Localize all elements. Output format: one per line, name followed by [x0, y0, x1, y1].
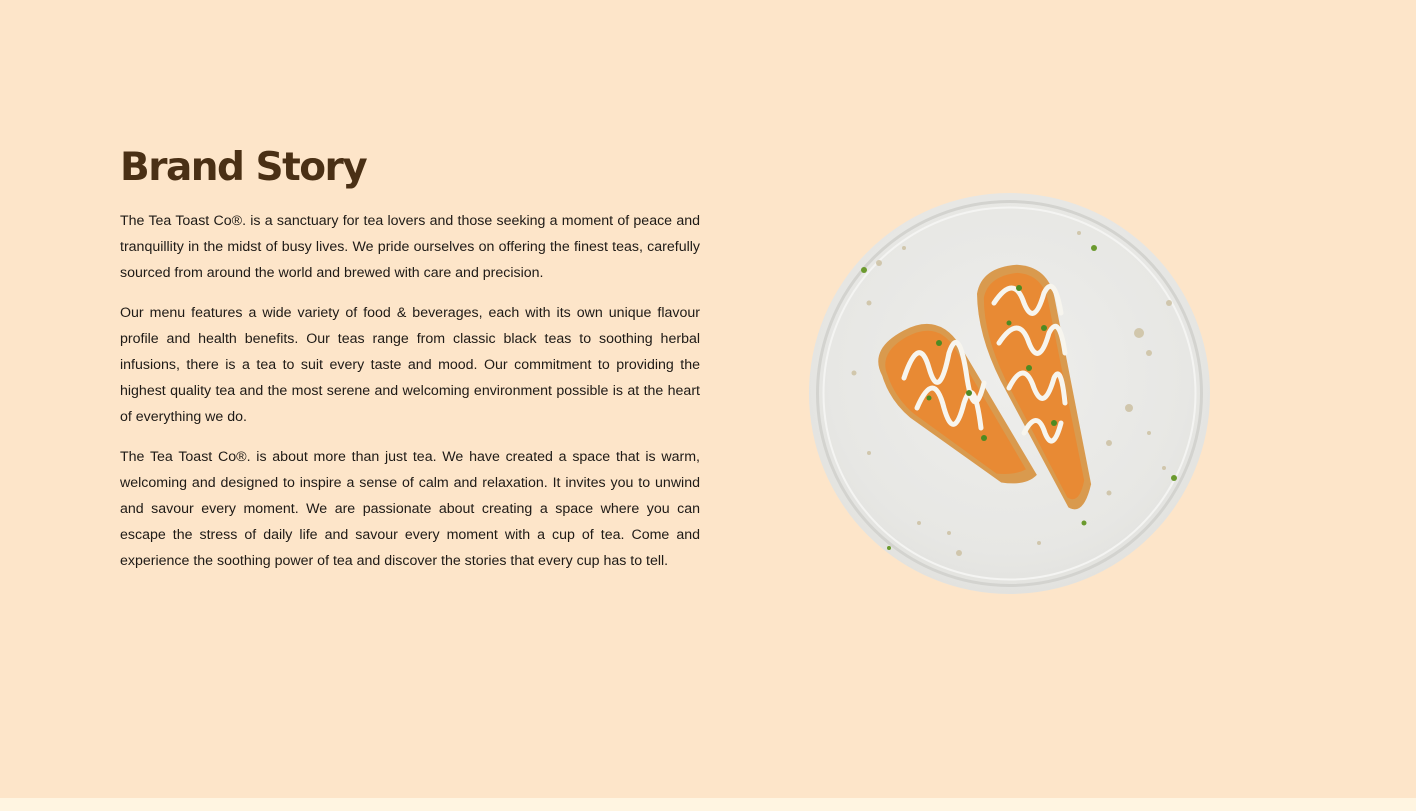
brand-story-text-column	[120, 142, 700, 588]
heart-toast-plate-image	[809, 193, 1210, 594]
next-section-edge	[0, 798, 1416, 811]
story-paragraph-2: Our menu features a wide variety of food & beverages, each with its own unique flavour profile and health benefits. Our teas range from classic black teas to soothing herbal infusions, there is a tea to suit every taste and mood. Our commitment to providing the highest quality tea and the most serene and welcoming environment possible is at the heart of everything we do.	[120, 305, 700, 425]
story-paragraph-3: The Tea Toast Co®. is about more than just tea. We have created a space that is warm, welcoming and designed to inspire a sense of calm and relaxation. It invites you to unwind and savour every moment. We are passionate about creating a space where you can escape the stress of daily life and savour every moment with a cup of tea. Come and experience the soothing power of tea and discover the stories that every cup has to tell.	[120, 449, 700, 569]
plate-illustration	[809, 193, 1210, 594]
story-paragraph-1: The Tea Toast Co®. is a sanctuary for tea lovers and those seeking a moment of peace and tranquillity in the midst of busy lives. We pride ourselves on offering the finest teas, carefully sourced from around the world and brewed with care and precision.	[120, 213, 700, 281]
section-title: Brand Story	[120, 145, 367, 190]
